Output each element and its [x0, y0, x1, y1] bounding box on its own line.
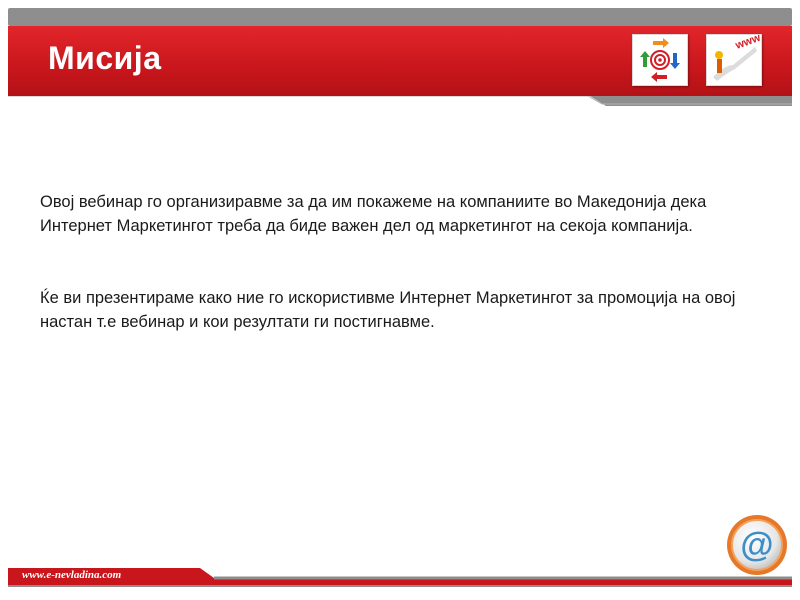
header-top-bar: [8, 8, 792, 26]
footer-url: www.e-nevladina.com: [22, 569, 122, 581]
slide-title: Мисија: [48, 40, 162, 76]
paragraph-1: Овој вебинар го организиравме за да им покажеме на компаниите во Македонија дека Интернет Маркетингот треба да биде важен дел од маркетингот на секоја компанија.: [40, 193, 707, 235]
paragraph-2: Ќе ви презентираме како ние го искористивме Интернет Маркетингот за промоција на овој настан т.е вебинар и кои резултати ги постигнавме.: [40, 289, 736, 331]
target-arrows-icon: [632, 34, 688, 86]
at-sign-icon: [726, 514, 788, 576]
body-text: [40, 190, 740, 334]
www-figure-icon: [706, 34, 762, 86]
header-divider: [0, 96, 800, 110]
www-label: www: [733, 35, 761, 52]
svg-text:@: @: [740, 526, 774, 564]
